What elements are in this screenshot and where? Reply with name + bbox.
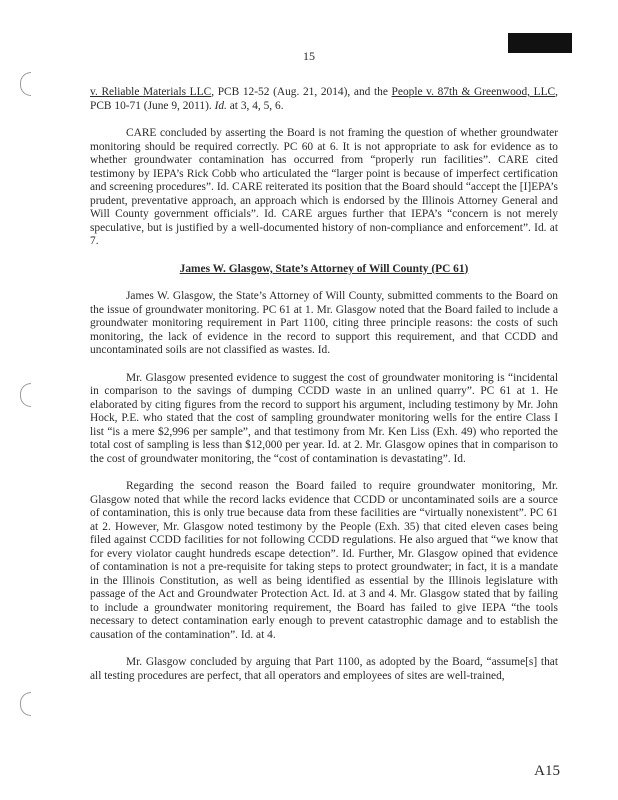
binder-hole-mark [20, 72, 31, 96]
case-citation: People v. 87th & Greenwood, LLC [391, 86, 556, 98]
exhibit-page-label: A15 [534, 763, 560, 779]
page-number: 15 [303, 49, 315, 63]
body-paragraph: Mr. Glasgow concluded by arguing that Part 1100, as adopted by the Board, “assume[s] that all testing procedures are perfect, that all operators and employees of sites are well-trained, [90, 656, 558, 682]
document-body [90, 86, 558, 683]
binder-hole-mark [20, 692, 31, 716]
section-heading: James W. Glasgow, State’s Attorney of Will County (PC 61) [179, 262, 469, 275]
care-paragraph: CARE concluded by asserting the Board is not framing the question of whether groundwater monitoring should be required correctly. PC 60 at 6. It is not appropriate to ask for evidence as to whether groundwater contamination has occurred from “properly run facilities”. CARE cited testimony by IEPA’s Rick Cobb who articulated the “larger point is because of imperfect certification and screening procedures”. Id. CARE reiterated its position that the Board should “accept the [I]EPA’s prudent, preventative approach, an approach which is endorsed by the Illinois Attorney General and Will County government officials”. Id. CARE argues further that IEPA’s “concern is not merely speculative, but is justified by a well-documented history of non-compliance and enforcement”. Id. at 7. [90, 127, 558, 247]
binder-hole-mark [20, 383, 31, 407]
body-paragraph: Mr. Glasgow presented evidence to suggest the cost of groundwater monitoring is “incidental in comparison to the savings of dumping CCDD waste in an unlined quarry”. PC 61 at 1. He elaborated by citing figures from the record to support his argument, including testimony by Mr. John Hock, P.E. who stated that the cost of sampling groundwater monitoring wells for the entire Class I list “is a mere $2,996 per sample”, and that testimony from Mr. Ken Liss (Exh. 49) who reported the total cost of sampling is less than $12,000 per year. Id. at 2. Mr. Glasgow opines that in comparison to the cost of groundwater monitoring, the “cost of contamination is devastating”. Id. [90, 371, 558, 465]
body-paragraph: Regarding the second reason the Board failed to require groundwater monitoring, Mr. Glasgow noted that while the record lacks evidence that CCDD or uncontaminated soils are a source of contamination, this is only true because data from these facilities are “virtually nonexistent”. PC 61 at 2. However, Mr. Glasgow noted testimony by the People (Exh. 35) that cited eleven cases being filed against CCDD facilities for not following CCDD regulations. He also argued that “we know that for every violator caught hundreds escape detection”. Id. Further, Mr. Glasgow opined that evidence of contamination is not a pre-requisite for taking steps to protect groundwater; in fact, it is a mandate in the Illinois Constitution, as well as being identified as essential by the Illinois legislature with passage of the Act and Groundwater Protection Act. Id. at 3 and 4. Mr. Glasgow stated that by failing to include a groundwater monitoring requirement, the Board has failed to give IEPA “the tools necessary to detect contamination early enough to prevent catastrophic damage and to establish the causation of the contamination”. Id. at 4. [90, 480, 558, 641]
lead-paragraph: v. Reliable Materials LLC, PCB 12-52 (Aug. 21, 2014), and the People v. 87th & Greenwood, LLC, PCB 10-71 (June 9, 2011). Id. at 3, 4, 5, 6. [90, 86, 559, 112]
case-citation: v. Reliable Materials LLC [90, 86, 212, 98]
body-paragraph: James W. Glasgow, the State’s Attorney of Will County, submitted comments to the Board on the issue of groundwater monitoring. PC 61 at 1. Mr. Glasgow noted that the Board failed to include a groundwater monitoring requirement in Part 1100, citing three principle reasons: the costs of such monitoring, the lack of evidence in the record to support this requirement, and that CCDD and uncontaminated soils are not classified as wastes. Id. [90, 290, 558, 356]
